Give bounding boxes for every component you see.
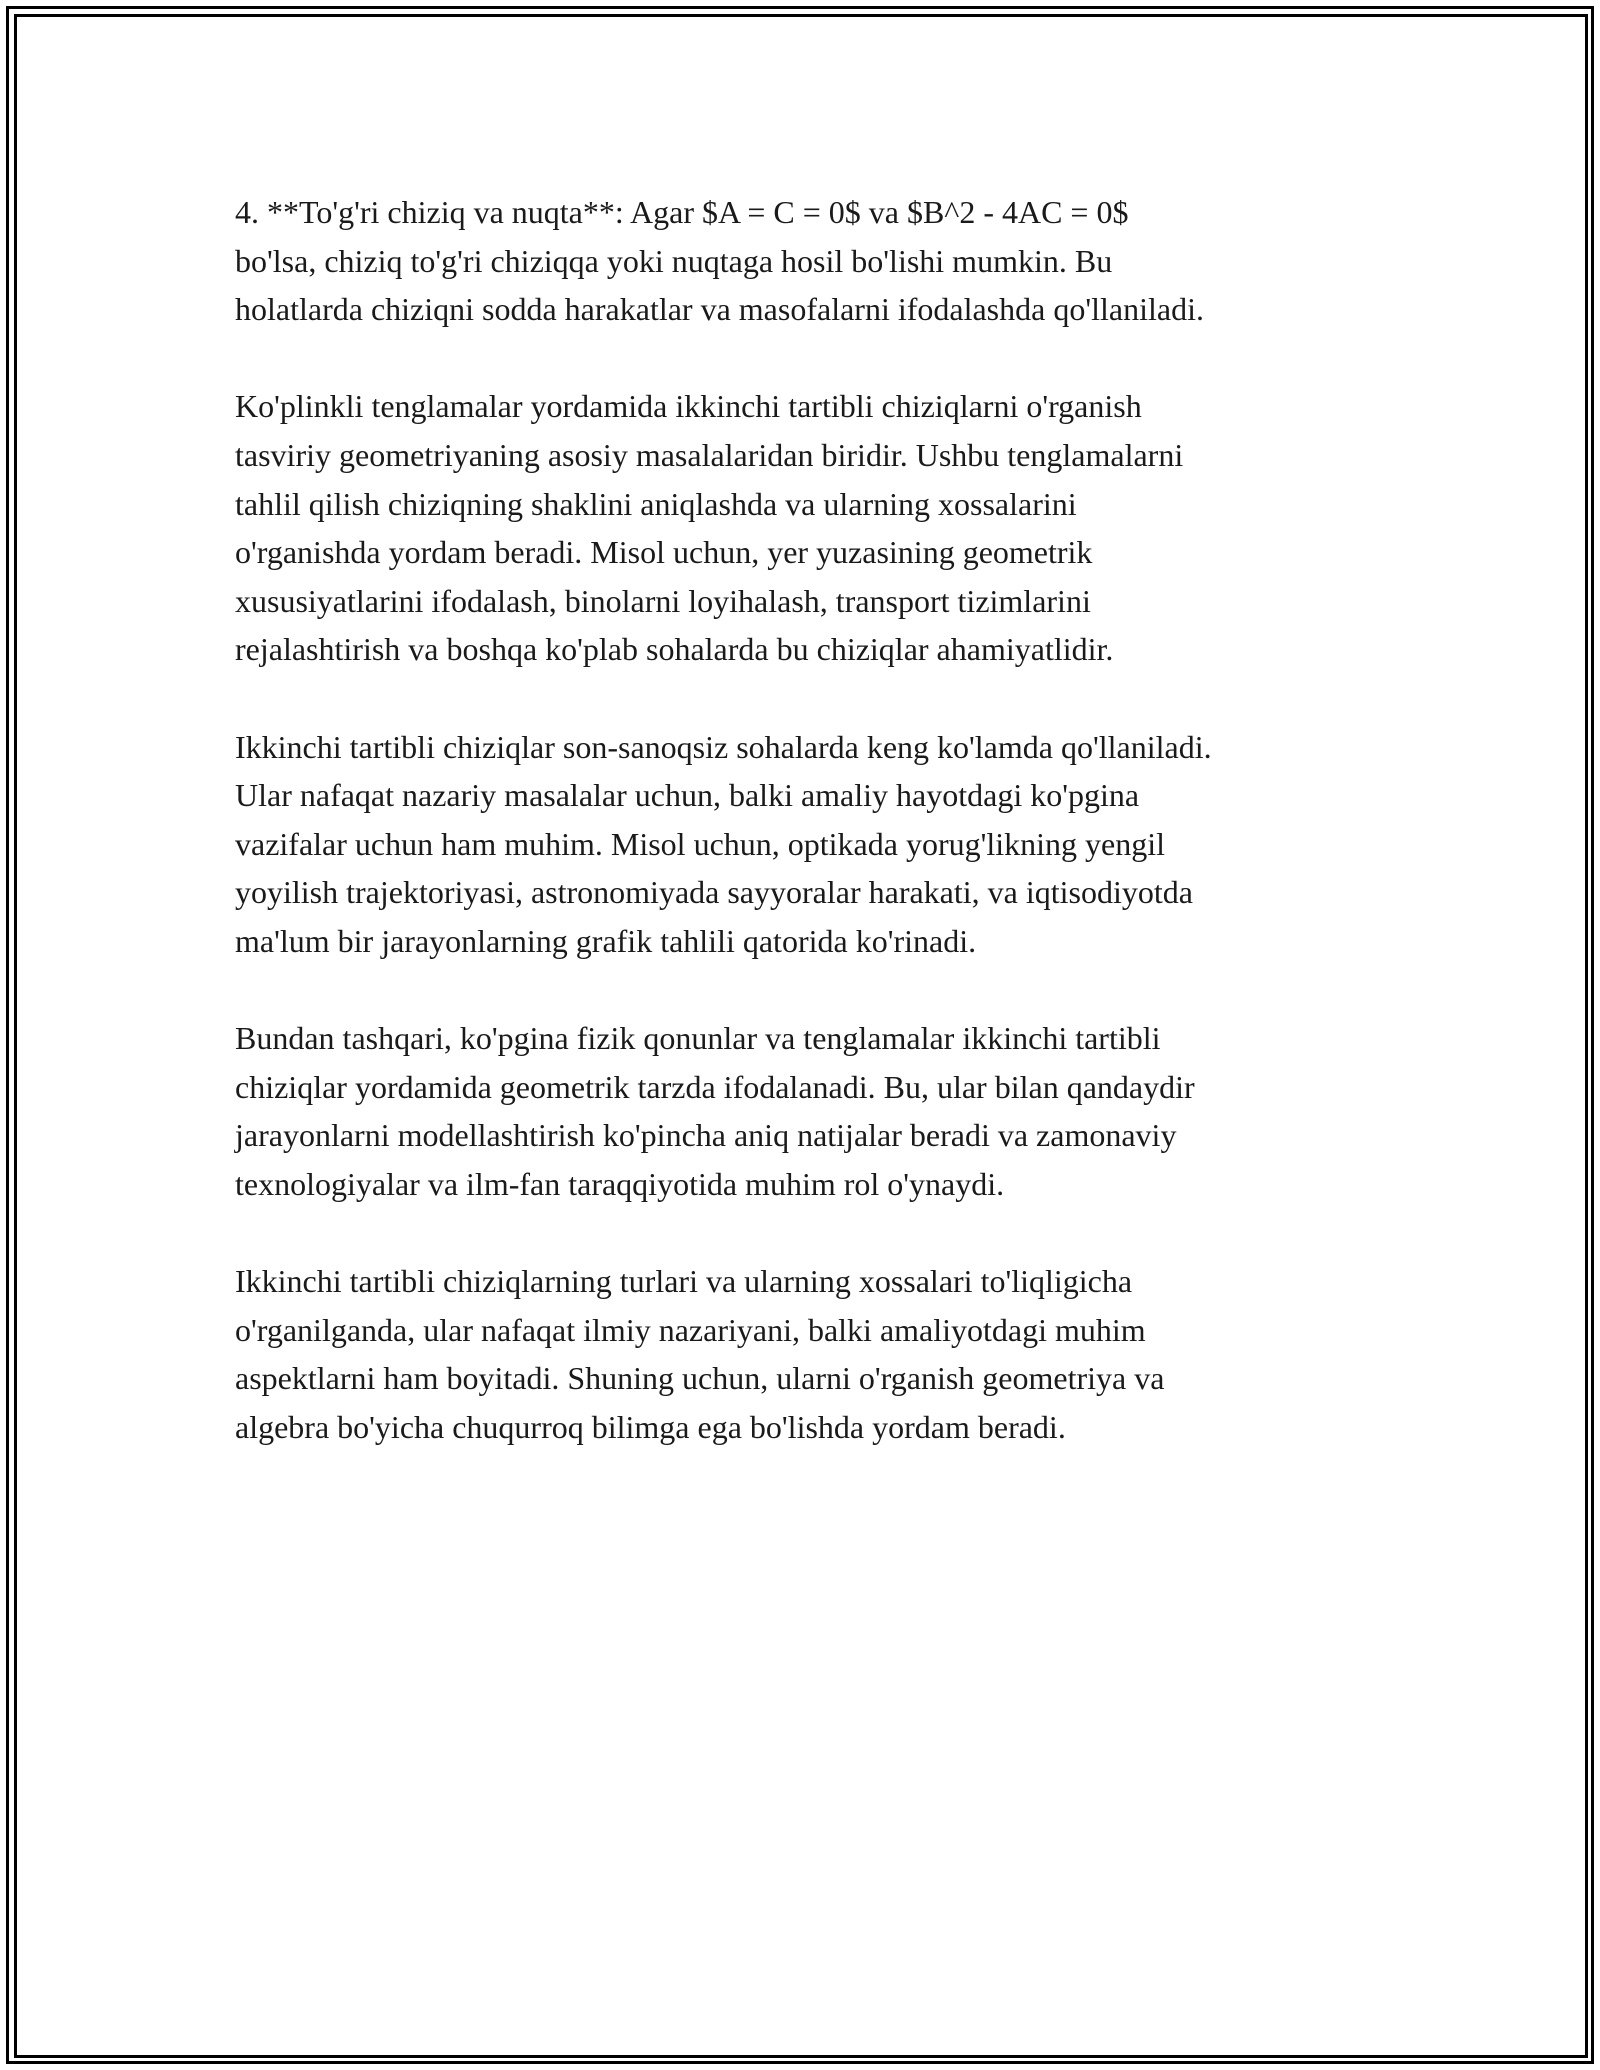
text-line: Ikkinchi tartibli chiziqlar son-sanoqsiz sohalarda keng ko'lamda qo'llaniladi. [235,728,1212,765]
paragraph-conclusion [235,1257,1365,1451]
text-line: Ikkinchi tartibli chiziqlarning turlari va ularning xossalari to'liqligicha [235,1263,1133,1300]
text-line: Ular nafaqat nazariy masalalar uchun, balki amaliy hayotdagi ko'pgina [235,777,1140,814]
text-line: Ko'plinkli tenglamalar yordamida ikkinchi tartibli chiziqlarni o'rganish [235,388,1142,425]
text-line: rejalashtirish va boshqa ko'plab sohalarda bu chiziqlar ahamiyatlidir. [235,631,1114,668]
text-line: yoyilish trajektoriyasi, astronomiyada sayyoralar harakati, va iqtisodiyotda [235,874,1193,911]
text-line: o'rganilganda, ular nafaqat ilmiy nazariyani, balki amaliyotdagi muhim [235,1311,1146,1348]
text-line: texnologiyalar va ilm-fan taraqqiyotida muhim rol o'ynaydi. [235,1165,1005,1202]
text-line: algebra bo'yicha chuqurroq bilimga ega bo'lishda yordam beradi. [235,1408,1066,1445]
text-line: xususiyatlarini ifodalash, binolarni loyihalash, transport tizimlarini [235,582,1091,619]
text-line: aspektlarni ham boyitadi. Shuning uchun, ularni o'rganish geometriya va [235,1360,1165,1397]
text-line: chiziqlar yordamida geometrik tarzda ifodalanadi. Bu, ular bilan qandaydir [235,1068,1195,1105]
text-line: Bundan tashqari, ko'pgina fizik qonunlar va tenglamalar ikkinchi tartibli [235,1020,1161,1057]
text-line: bo'lsa, chiziq to'g'ri chiziqqa yoki nuqtaga hosil bo'lishi mumkin. Bu [235,242,1113,279]
text-line: holatlarda chiziqni sodda harakatlar va masofalarni ifodalashda qo'llaniladi. [235,291,1204,328]
paragraph-conic-line-point [235,188,1365,334]
text-line: tasviriy geometriyaning asosiy masalalaridan biridir. Ushbu tenglamalarni [235,436,1184,473]
paragraph-applications [235,723,1365,966]
document-body [235,188,1365,1500]
text-line: o'rganishda yordam beradi. Misol uchun, yer yuzasining geometrik [235,534,1093,571]
text-line: 4. **To'g'ri chiziq va nuqta**: Agar $A = C = 0$ va $B^2 - 4AC = 0$ [235,194,1129,230]
text-line: ma'lum bir jarayonlarning grafik tahlili qatorida ko'rinadi. [235,922,977,959]
paragraph-polynomial-equations [235,382,1365,674]
text-line: vazifalar uchun ham muhim. Misol uchun, optikada yorug'likning yengil [235,825,1166,862]
text-line: tahlil qilish chiziqning shaklini aniqlashda va ularning xossalarini [235,485,1077,522]
text-line: jarayonlarni modellashtirish ko'pincha aniq natijalar beradi va zamonaviy [235,1117,1177,1154]
paragraph-physics-laws [235,1014,1365,1208]
